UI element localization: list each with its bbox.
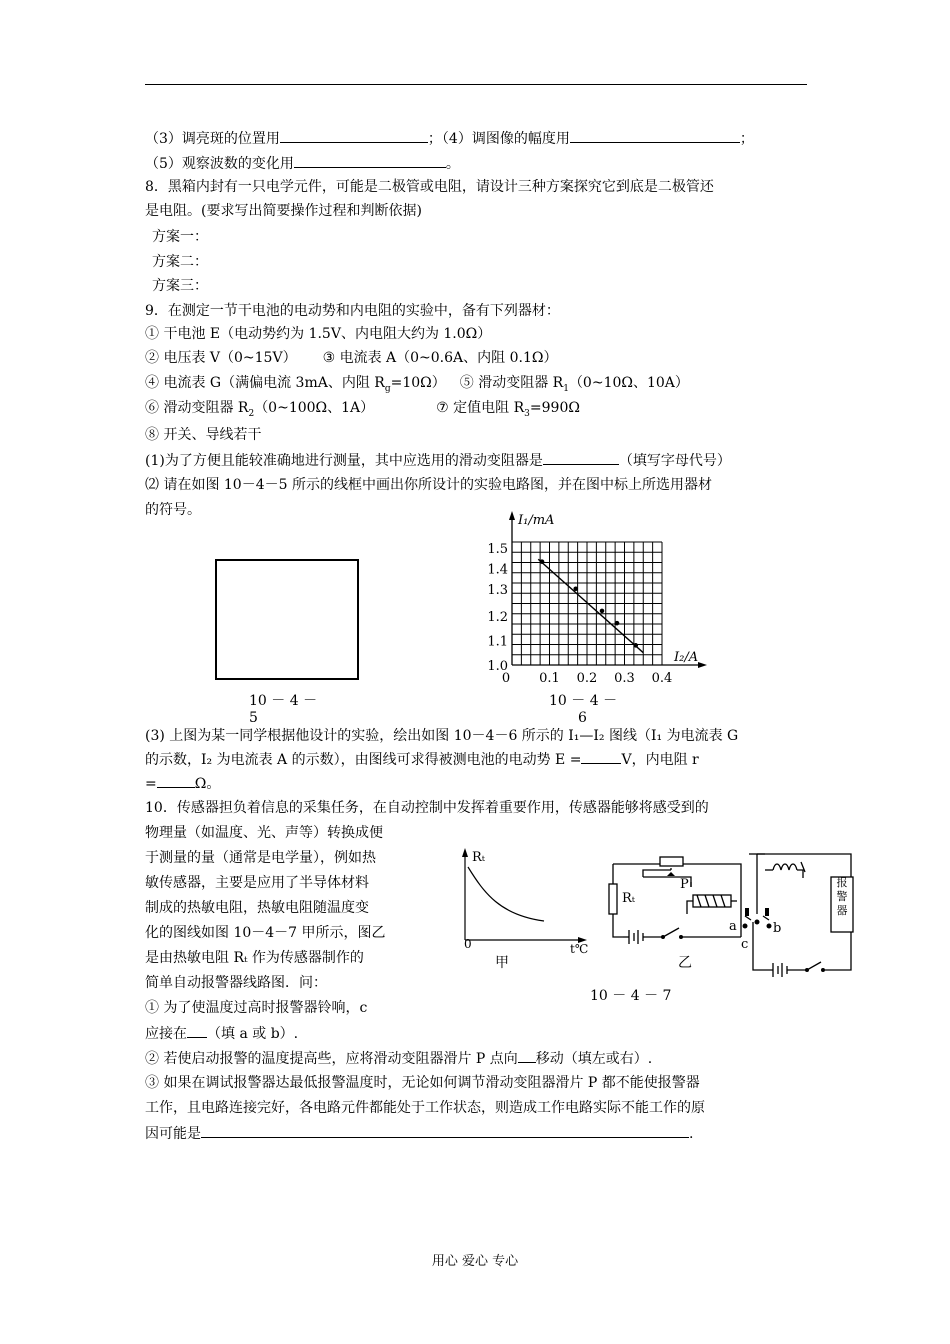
alarm-label: 报警器 (836, 876, 848, 917)
text: ③ 电流表 A（0~0.6A、内阻 0.1Ω） (322, 350, 558, 366)
part-3-line-3 (145, 773, 220, 794)
text: ④ 电流表 G（满偏电流 3mA、内阻 R (145, 375, 385, 391)
item-2-3 (145, 348, 557, 368)
y-tick-label: 1.1 (487, 634, 508, 650)
fig5-caption: 10 － 4 － (249, 693, 318, 709)
x-tick-label: 0 (501, 671, 511, 686)
data-point (573, 586, 578, 591)
circuit-frame[interactable] (215, 559, 359, 680)
y-tick-label: 1.5 (487, 542, 508, 557)
scheme-3: 方案三： (152, 278, 208, 294)
fig6-caption: 10 － 4 － (549, 693, 618, 709)
q10-ans-3b: 工作，且电路连接完好，各电路元件都能处于工作状态，则造成工作电路实际不能工作的原 (145, 1100, 705, 1116)
answer-blank[interactable] (201, 1123, 689, 1138)
item-4-5 (145, 373, 689, 399)
q10-ans-1b (145, 1023, 298, 1044)
origin-label: 0 (464, 937, 472, 951)
text: 移动（填左或右）. (535, 1051, 653, 1067)
fig-jia-label: 甲 (495, 955, 509, 971)
answer-blank[interactable] (581, 749, 621, 764)
part-2-line-1: ⑵ 请在如图 10－4－5 所示的线框中画出你所设计的实验电路图，并在图中标上所选用器材 (145, 477, 712, 493)
y-tick-label: 1.0 (487, 659, 508, 674)
text: ② 若使启动报警的温度提高些，应将滑动变阻器滑片 P 点向 (145, 1051, 518, 1067)
text: 。 (445, 156, 460, 172)
q8-line-1: 8．黑箱内封有一只电学元件，可能是二极管或电阻，请设计三种方案探究它到底是二极管还 (145, 179, 714, 195)
y-axis-arrow (509, 511, 515, 520)
contact-c-label: c (741, 937, 749, 952)
y-axis-label: I₁/mA (518, 513, 555, 528)
text: Ω。 (194, 776, 221, 792)
item-1: ① 干电池 E（电动势约为 1.5V、内电阻大约为 1.0Ω） (145, 326, 492, 342)
text: （0~10Ω、10A） (568, 375, 689, 391)
text: 的示数，I₂ 为电流表 A 的示数），由图线可求得被测电池的电动势 E = (145, 752, 582, 768)
text: (1)为了方便且能较准确地进行测量，其中应选用的滑动变阻器是 (145, 453, 543, 469)
contact-a-label: a (729, 919, 737, 934)
t-label: t℃ (570, 942, 589, 956)
y-tick-label: 1.3 (487, 583, 508, 599)
scheme-2: 方案二： (152, 254, 208, 270)
part-2-line-2: 的符号。 (145, 502, 201, 518)
subscript: 2 (248, 408, 255, 419)
x-tick-label: 0.2 (576, 671, 598, 686)
answer-blank[interactable] (280, 128, 428, 143)
item-6-7 (145, 398, 580, 424)
text: （3）调亮斑的位置用 (145, 131, 280, 147)
item-8: ⑧ 开关、导线若干 (145, 427, 262, 443)
part-3-line-2 (145, 749, 699, 770)
text: （5）观察波数的变化用 (145, 156, 294, 172)
fig7-caption: 10 － 4 － 7 (590, 988, 672, 1004)
text: ⑦ 定值电阻 R (436, 400, 525, 416)
contact-b-label: b (773, 921, 782, 936)
thermistor-label: Rₜ (622, 891, 635, 906)
text: . (689, 1126, 694, 1142)
slider-p-label: P (680, 877, 689, 892)
q10-ans-1a: ① 为了使温度过高时报警器铃响，c (145, 1000, 368, 1016)
header-rule (145, 84, 807, 85)
q10-line-2: 物理量（如温度、光、声等）转换成便 (145, 825, 383, 841)
text: ② 电压表 V（0~15V） (145, 350, 297, 366)
q10-line-7: 是由热敏电阻 Rₜ 作为传感器制作的 (145, 950, 364, 966)
text: ⑤ 滑动变阻器 R (459, 375, 564, 391)
q10-line-5: 制成的热敏电阻，热敏电阻随温度变 (145, 900, 369, 916)
part-3-line-1: (3) 上图为某一同学根据他设计的实验，绘出如图 10－4－6 所示的 I₁—I₂ 图线（I₁ 为电流表 G (145, 728, 739, 744)
q7-line-5 (145, 153, 460, 174)
answer-blank[interactable] (157, 773, 195, 788)
q10-ans-3c (145, 1123, 693, 1144)
answer-blank[interactable] (518, 1048, 536, 1063)
answer-blank[interactable] (187, 1023, 207, 1038)
x-axis-label: I₂/A (674, 650, 699, 665)
q10-line-6: 化的图线如图 10－4－7 甲所示，图乙 (145, 925, 386, 941)
text: ⑥ 滑动变阻器 R (145, 400, 249, 416)
q10-line-1: 10．传感器担负着信息的采集任务，在自动控制中发挥着重要作用，传感器能够将感受到的 (145, 800, 709, 816)
q10-line-4: 敏传感器，主要是应用了半导体材料 (145, 875, 369, 891)
text: （0~100Ω、1A） (254, 400, 375, 416)
fig5-caption-num: 5 (249, 710, 258, 726)
text: 因可能是 (145, 1126, 201, 1142)
alarm-circuit (605, 842, 865, 982)
rt-temperature-graph (452, 845, 592, 965)
x-tick-label: 0.1 (539, 671, 560, 686)
x-axis-arrow (698, 662, 707, 668)
i1-i2-chart (470, 508, 710, 693)
subscript: 3 (524, 408, 530, 419)
data-point (600, 609, 605, 614)
text: ；（4）调图像的幅度用 (427, 131, 570, 147)
subscript: 1 (563, 383, 569, 394)
text: （填 a 或 b）. (207, 1026, 299, 1042)
text: =10Ω） (390, 375, 446, 391)
x-tick-label: 0.4 (651, 671, 673, 686)
x-tick-label: 0.3 (614, 671, 635, 686)
answer-blank[interactable] (543, 450, 619, 465)
q10-line-3: 于测量的量（通常是电学量），例如热 (145, 850, 376, 866)
text: 应接在 (145, 1026, 187, 1042)
q9-intro: 9．在测定一节干电池的电动势和内电阻的实验中，备有下列器材： (145, 303, 560, 319)
y-tick-label: 1.4 (487, 562, 508, 578)
part-1 (145, 450, 731, 471)
text: （填写字母代号） (618, 453, 731, 469)
text: V，内电阻 r (621, 752, 699, 768)
q10-ans-3a: ③ 如果在调试报警器达最低报警温度时，无论如何调节滑动变阻器滑片 P 都不能使报警器 (145, 1075, 700, 1091)
scheme-1: 方案一： (152, 229, 208, 245)
rt-label: Rₜ (472, 850, 485, 865)
y-tick-label: 1.2 (487, 609, 508, 625)
footer: 用心 爱心 专心 (431, 1254, 519, 1269)
fig6-caption-num: 6 (578, 710, 587, 726)
text: ； (739, 131, 754, 147)
rt-curve (468, 867, 544, 921)
data-point (615, 621, 620, 626)
answer-blank[interactable] (570, 128, 740, 143)
q10-line-8: 简单自动报警器线路图．问： (145, 975, 327, 991)
text: =990Ω (529, 400, 580, 416)
data-point (540, 559, 545, 564)
q7-line-3-4 (145, 128, 754, 149)
data-point (633, 643, 638, 648)
q8-line-2: 是电阻。(要求写出简要操作过程和判断依据) (145, 203, 422, 219)
answer-blank[interactable] (294, 153, 446, 168)
subscript: g (384, 383, 391, 394)
q10-ans-2 (145, 1048, 652, 1069)
fig-yi-label: 乙 (678, 955, 692, 971)
text: = (145, 776, 157, 792)
